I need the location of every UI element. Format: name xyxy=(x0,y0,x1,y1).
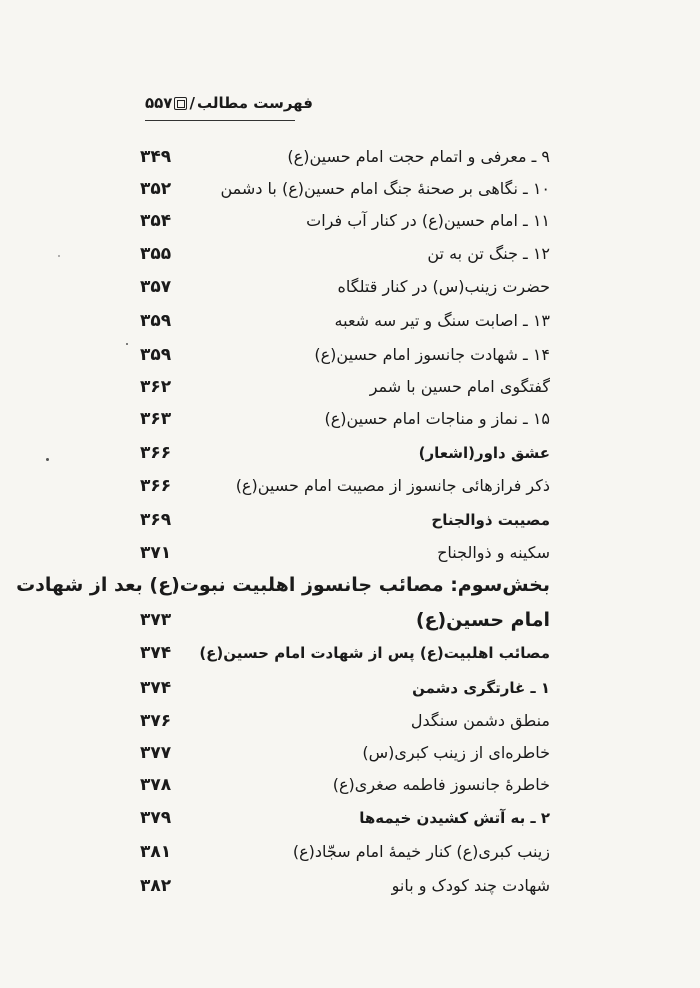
toc-entry-title: سکینه و ذوالجناح xyxy=(437,543,550,562)
scan-speck xyxy=(58,255,60,257)
toc-entry-page: ۳۸۱ xyxy=(140,842,172,862)
toc-entry-page: ۳۵۴ xyxy=(140,211,172,231)
toc-entry-page: ۳۵۹ xyxy=(140,311,172,331)
scan-speck xyxy=(126,343,128,345)
toc-entry-title: ۱۵ ـ نماز و مناجات امام حسین(ع) xyxy=(324,409,550,428)
toc-entry-title: خاطره‌ای از زینب کبری(س) xyxy=(362,743,550,762)
toc-entry-title: ۱۴ ـ شهادت جانسوز امام حسین(ع) xyxy=(314,345,550,364)
toc-entry-page: ۳۷۸ xyxy=(140,775,172,795)
toc-entry xyxy=(140,306,550,336)
toc-entry-page: ۳۵۷ xyxy=(140,277,172,297)
section-heading xyxy=(140,605,550,635)
toc-entry xyxy=(140,340,550,370)
toc-entry xyxy=(140,770,550,800)
toc-entry xyxy=(140,638,550,668)
toc-entry-page: ۳۶۶ xyxy=(140,476,172,496)
toc-entry-title: ۱۱ ـ امام حسین(ع) در کنار آب فرات xyxy=(306,211,550,230)
toc-entry xyxy=(140,142,550,172)
toc-entry xyxy=(140,803,550,833)
toc-entry xyxy=(140,738,550,768)
toc-entry-page: ۳۷۶ xyxy=(140,711,172,731)
toc-entry-title: ۹ ـ معرفی و اتمام حجت امام حسین(ع) xyxy=(287,147,550,166)
toc-entry xyxy=(140,706,550,736)
toc-entry-page: ۳۸۲ xyxy=(140,876,172,896)
toc-entry xyxy=(140,239,550,269)
header-separator: / xyxy=(189,94,195,112)
toc-entry-page: ۳۶۹ xyxy=(140,510,172,530)
toc-entry-page: ۳۵۹ xyxy=(140,345,172,365)
toc-entry xyxy=(140,372,550,402)
toc-entry xyxy=(140,837,550,867)
toc-entry xyxy=(140,206,550,236)
running-header xyxy=(145,94,313,112)
toc-entry xyxy=(140,871,550,901)
toc-entry-title: حضرت زینب(س) در کنار قتلگاه xyxy=(337,277,550,296)
toc-entry xyxy=(140,174,550,204)
toc-entry-page: ۳۶۶ xyxy=(140,443,172,463)
section-heading xyxy=(16,570,550,600)
toc-entry-title: ۲ ـ به آتش کشیدن خیمه‌ها xyxy=(359,809,550,827)
toc-entry-page: ۳۶۳ xyxy=(140,409,172,429)
toc-entry-page: ۳۷۴ xyxy=(140,643,172,663)
toc-entry xyxy=(140,438,550,468)
toc-entry-title: مصائب اهلبیت(ع) پس از شهادت امام حسین(ع) xyxy=(199,644,550,662)
toc-entry-page: ۳۷۹ xyxy=(140,808,172,828)
toc-entry-page: ۳۷۷ xyxy=(140,743,172,763)
toc-entry-page: ۳۷۱ xyxy=(140,543,172,563)
header-rule xyxy=(145,120,295,121)
toc-entry-title: ۱۳ ـ اصابت سنگ و تیر سه شعبه xyxy=(334,311,550,330)
toc-entry-title: عشق داور(اشعار) xyxy=(418,444,550,462)
toc-entry-title: ۱۲ ـ جنگ تن به تن xyxy=(427,244,550,263)
header-title: فهرست مطالب xyxy=(196,94,313,112)
toc-entry xyxy=(140,404,550,434)
toc-entry xyxy=(140,471,550,501)
scan-speck xyxy=(46,458,49,461)
toc-entry-title: ذکر فرازهائی جانسوز از مصیبت امام حسین(ع) xyxy=(235,476,550,495)
section-heading-title: امام حسین(ع) xyxy=(415,609,550,631)
toc-entry-title: ۱ ـ غارتگری دشمن xyxy=(412,679,550,697)
toc-entry-page: ۳۴۹ xyxy=(140,147,172,167)
toc-entry-title: خاطرهٔ جانسوز فاطمه صغری(ع) xyxy=(332,775,550,794)
toc-entry-title: ۱۰ ـ نگاهی بر صحنهٔ جنگ امام حسین(ع) با دشمن xyxy=(220,179,550,198)
toc-entry xyxy=(140,505,550,535)
page-ornament-icon xyxy=(174,97,187,110)
header-page-number: ۵۵۷ xyxy=(145,94,173,112)
section-heading-title: بخش‌سوم: مصائب جانسوز اهلبیت نبوت(ع) بعد از شهادت xyxy=(16,574,550,596)
toc-entry-page: ۳۷۳ xyxy=(140,610,172,630)
toc-entry-page: ۳۵۲ xyxy=(140,179,172,199)
toc-entry-title: شهادت چند کودک و بانو xyxy=(391,876,550,895)
toc-entry xyxy=(140,272,550,302)
toc-entry xyxy=(140,673,550,703)
toc-entry-title: زینب کبری(ع) کنار خیمهٔ امام سجّاد(ع) xyxy=(292,842,550,861)
toc-entry-title: مصیبت ذوالجناح xyxy=(431,511,550,529)
toc-entry xyxy=(140,538,550,568)
toc-entry-page: ۳۷۴ xyxy=(140,678,172,698)
toc-entry-page: ۳۶۲ xyxy=(140,377,172,397)
toc-entry-page: ۳۵۵ xyxy=(140,244,172,264)
toc-entry-title: گفتگوی امام حسین با شمر xyxy=(369,377,550,396)
toc-entry-title: منطق دشمن سنگدل xyxy=(410,711,550,730)
